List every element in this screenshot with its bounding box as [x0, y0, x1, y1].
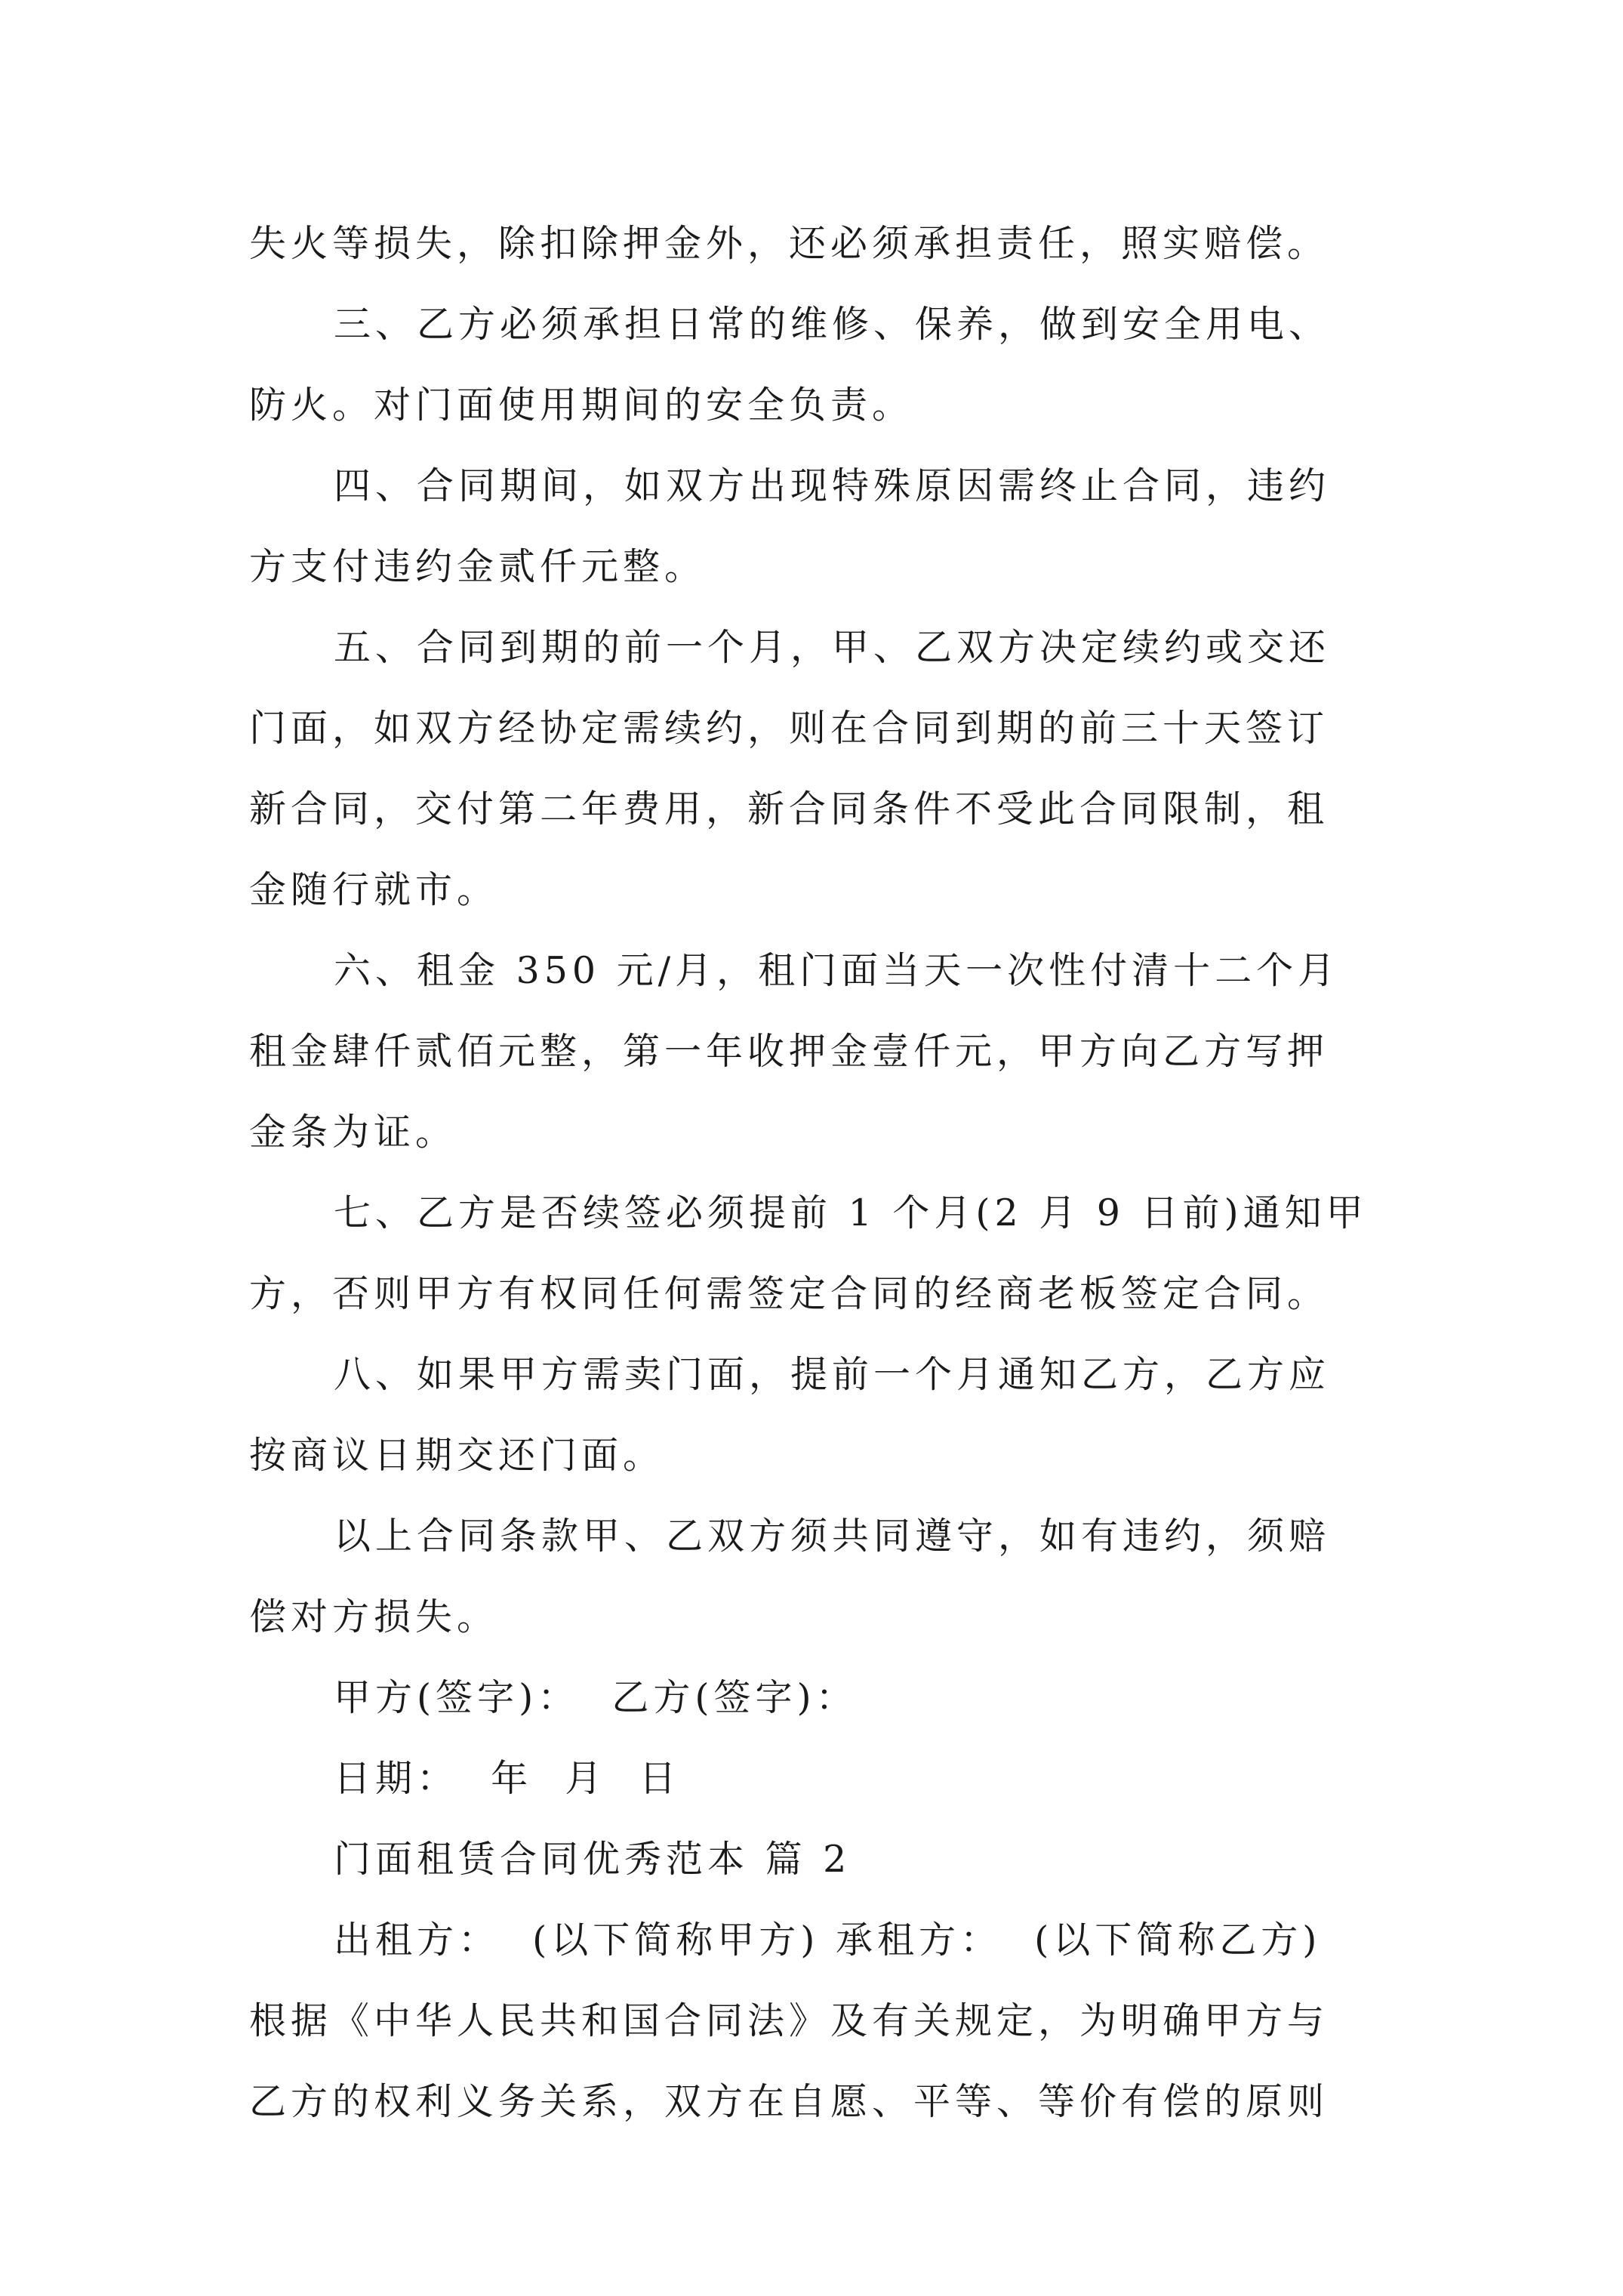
text-line: 金条为证。 — [249, 1111, 457, 1154]
parties-line: 出租方： (以下简称甲方) 承租方： (以下简称乙方) — [334, 1918, 1322, 1962]
text-line: 租金肆仟贰佰元整，第一年收押金壹仟元，甲方向乙方写押 — [249, 1030, 1329, 1073]
text-line: 以上合同条款甲、乙双方须共同遵守，如有违约，须赔 — [334, 1515, 1331, 1558]
text-line: 七、乙方是否续签必须提前 1 个月(2 月 9 日前)通知甲 — [334, 1191, 1368, 1234]
text-line: 乙方的权利义务关系，双方在自愿、平等、等价有偿的原则 — [249, 2080, 1329, 2123]
text-line: 六、租金 350 元/月，租门面当天一次性付清十二个月 — [334, 949, 1340, 992]
text-line: 门面，如双方经协定需续约，则在合同到期的前三十天签订 — [249, 707, 1329, 750]
text-line: 方支付违约金贰仟元整。 — [249, 545, 707, 588]
date-line: 日期： 年 月 日 — [334, 1757, 681, 1800]
text-line: 五、合同到期的前一个月，甲、乙双方决定续约或交还 — [334, 626, 1331, 669]
section-heading: 门面租赁合同优秀范本 篇 2 — [334, 1838, 852, 1881]
text-line: 偿对方损失。 — [249, 1595, 499, 1638]
text-line: 四、合同期间，如双方出现特殊原因需终止合同，违约 — [334, 464, 1331, 507]
text-line: 方，否则甲方有权同任何需签定合同的经商老板签定合同。 — [249, 1272, 1329, 1315]
signature-line: 甲方(签字)： 乙方(签字)： — [334, 1676, 858, 1719]
text-line: 新合同，交付第二年费用，新合同条件不受此合同限制，租 — [249, 787, 1329, 831]
text-line: 按商议日期交还门面。 — [249, 1434, 665, 1477]
text-line: 根据《中华人民共和国合同法》及有关规定，为明确甲方与 — [249, 1999, 1329, 2042]
text-line: 八、如果甲方需卖门面，提前一个月通知乙方，乙方应 — [334, 1353, 1331, 1396]
text-line: 金随行就市。 — [249, 868, 499, 911]
text-line: 三、乙方必须承担日常的维修、保养，做到安全用电、 — [334, 303, 1331, 346]
text-line: 失火等损失，除扣除押金外，还必须承担责任，照实赔偿。 — [249, 222, 1329, 265]
text-line: 防火。对门面使用期间的安全负责。 — [249, 384, 914, 427]
